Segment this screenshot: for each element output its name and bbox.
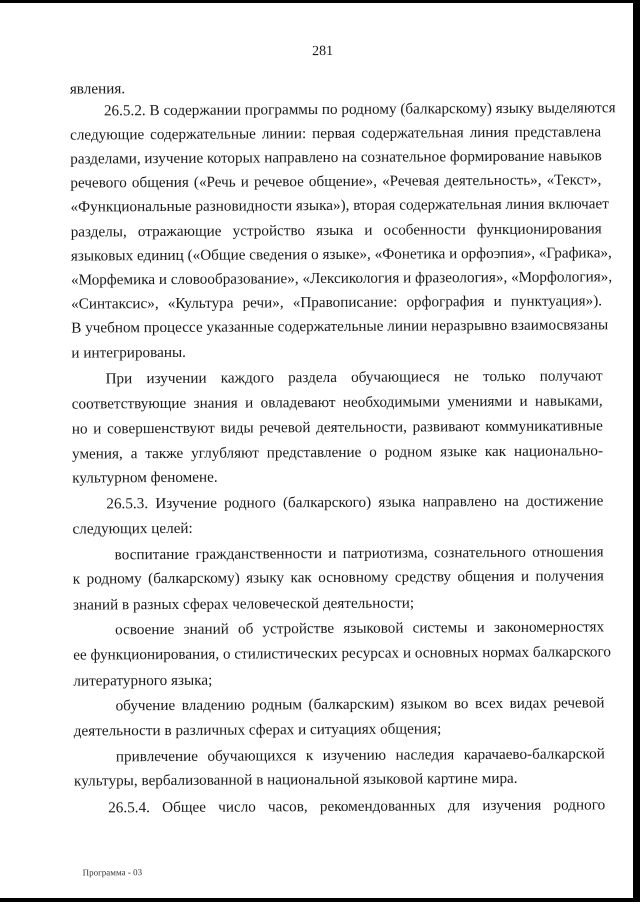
text-line: обучение владению родным (балкарским) языком во всех видах речевой	[115, 694, 605, 715]
text-line: разделами, изучение которых направлено на сознательное формирование навыков	[70, 147, 602, 168]
text-line: разделы, отражающие устройство языка и особенности функционирования	[70, 220, 602, 241]
text-line: 26.5.4. Общее число часов, рекомендованных для изучения родного	[108, 796, 606, 817]
text-line: литературного языка;	[73, 671, 213, 690]
text-line: культурном феномене.	[72, 468, 218, 487]
text-line: речевого общения («Речь и речевое общение», «Речевая деятельность», «Текст»,	[70, 171, 602, 192]
text-line: 26.5.2. В содержании программы по родному (балкарскому) языку выделяются	[103, 99, 616, 120]
text-line: и интегрированы.	[71, 343, 186, 362]
text-line: явления.	[69, 80, 126, 98]
text-line: «Синтаксис», «Культура речи», «Правописание: орфография и пунктуация»).	[71, 292, 603, 313]
text-line: языковых единиц («Общие сведения о языке», «Фонетика и орфоэпия», «Графика»,	[70, 244, 612, 265]
text-line: воспитание гражданственности и патриотизма, сознательного отношения	[114, 543, 604, 564]
text-line: деятельности в различных сферах и ситуациях общения;	[73, 720, 442, 740]
text-line: соответствующие знания и овладевают необходимыми умениями и навыками,	[71, 392, 603, 413]
text-line: культуры, вербализованной в национальной языковой картине мира.	[73, 769, 518, 790]
page-number: 281	[312, 43, 334, 60]
text-line: к родному (балкарскому) языку как основному средству общения и получения	[72, 567, 604, 588]
text-line: но и совершенствуют виды речевой деятельности, развивают коммуникативные	[71, 417, 603, 438]
text-line: «Функциональные разновидности языка»), вторая содержательная линия включает	[70, 195, 609, 216]
text-line: ее функционирования, о стилистических ресурсах и основных нормах балкарского	[73, 643, 612, 664]
text-line: При изучении каждого раздела обучающиеся не только получают	[105, 367, 603, 388]
text-line: умения, а также углубляют представление о родном языке как национально-	[71, 442, 604, 463]
text-line: 26.5.3. Изучение родного (балкарского) языка направлено на достижение	[106, 492, 604, 513]
text-line: следующие содержательные линии: первая содержательная линия представлена	[70, 123, 602, 144]
text-line: В учебном процессе указанные содержательные линии неразрывно взаимосвязаны	[71, 316, 609, 337]
footer-label: Программа - 03	[82, 867, 143, 878]
text-line: привлечение обучающихся к изучению наследия карачаево-балкарской	[115, 745, 605, 766]
text-line: «Морфемика и словообразование», «Лексикология и фразеология», «Морфология»,	[70, 268, 613, 289]
text-line: знаний в разных сферах человеческой деятельности;	[72, 594, 415, 614]
text-line: освоение знаний об устройстве языковой системы и закономерностях	[115, 618, 605, 639]
text-line: следующих целей:	[72, 519, 193, 538]
